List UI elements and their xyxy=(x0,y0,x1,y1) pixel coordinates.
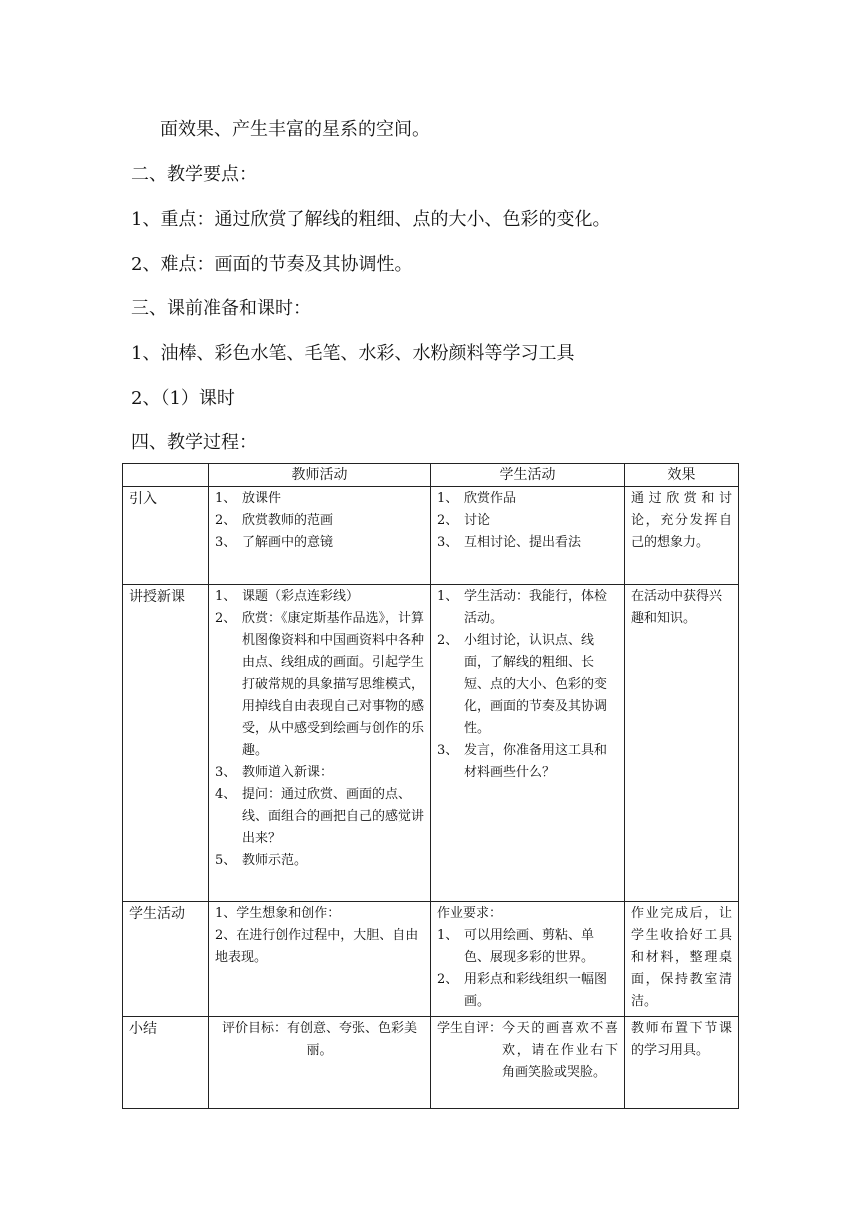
stage-cell: 引入 xyxy=(123,487,209,585)
class-hours-text: 2、（1）课时 xyxy=(131,388,235,409)
list-item: 1、 欣赏作品 xyxy=(437,491,517,506)
section-heading-preparation: 三、课前准备和课时： xyxy=(131,298,311,319)
effect-cell: 作业完成后，让学生收拾好工具和材料，整理桌面，保持教室清洁。 xyxy=(625,902,739,1017)
continuation-text: 面效果、产生丰富的星系的空间。 xyxy=(160,119,430,140)
teacher-line: 1、学生想象和创作： xyxy=(215,906,341,921)
teacher-line: 2、在进行创作过程中，大胆、自由地表现。 xyxy=(215,928,419,965)
effect-cell: 通过欣赏和讨论，充分发挥自己的想象力。 xyxy=(625,487,739,585)
table-row xyxy=(123,585,739,902)
student-activity-cell xyxy=(431,585,625,902)
teacher-activity-cell xyxy=(209,487,431,585)
lesson-plan-table xyxy=(122,463,739,1109)
key-point-text: 1、重点：通过欣赏了解线的粗细、点的大小、色彩的变化。 xyxy=(131,209,611,230)
list-item: 1、 学生活动：我能行，体检活动。 xyxy=(437,589,608,626)
header-teacher-activity: 教师活动 xyxy=(209,464,431,487)
header-student-activity: 学生活动 xyxy=(431,464,625,487)
list-item: 3、 发言，你准备用这工具和材料画些什么？ xyxy=(437,743,608,780)
header-effect: 效果 xyxy=(625,464,739,487)
homework-label: 作业要求： xyxy=(437,906,503,921)
list-item: 2、 用彩点和彩线组织一幅图画。 xyxy=(437,972,608,1009)
section-heading-key-points: 二、教学要点： xyxy=(131,164,257,185)
table-row xyxy=(123,487,739,585)
self-evaluation-label: 学生自评： xyxy=(437,1021,503,1036)
effect-cell: 教师布置下节课的学习用具。 xyxy=(625,1017,739,1109)
teacher-activity-cell xyxy=(209,902,431,1017)
effect-cell: 在活动中获得兴趣和知识。 xyxy=(625,585,739,902)
list-item: 3、 互相讨论、提出看法 xyxy=(437,535,582,550)
teacher-activity-cell: 评价目标：有创意、夸张、色彩美丽。 xyxy=(209,1017,431,1109)
list-item: 1、 放课件 xyxy=(215,491,282,506)
list-item: 1、 课题（彩点连彩线） xyxy=(215,589,360,604)
header-blank xyxy=(123,464,209,487)
section-heading-process: 四、教学过程： xyxy=(131,432,257,453)
difficult-point-text: 2、难点：画面的节奏及其协调性。 xyxy=(131,254,413,275)
stage-cell: 学生活动 xyxy=(123,902,209,1017)
list-item: 3、 教师道入新课： xyxy=(215,765,334,780)
list-item: 2、 欣赏：《康定斯基作品选》，计算机图像资料和中国画资料中各种由点、线组成的画面。引起学生打破常规的具象描写思维模式，用掉线自由表现自己对事物的感受，从中感受到绘画与创作的乐趣。 xyxy=(215,611,425,758)
student-activity-cell xyxy=(431,902,625,1017)
stage-cell: 小结 xyxy=(123,1017,209,1109)
table-row xyxy=(123,1017,739,1109)
list-item: 4、 提问：通过欣赏、画面的点、线、面组合的画把自己的感觉讲出来？ xyxy=(215,787,425,846)
student-activity-cell xyxy=(431,487,625,585)
table-header-row xyxy=(123,464,739,487)
list-item: 2、 小组讨论，认识点、线面，了解线的粗细、长短、点的大小、色彩的变化，画面的节奏及其协调性。 xyxy=(437,633,608,736)
list-item: 5、 教师示范。 xyxy=(215,853,308,868)
list-item: 3、 了解画中的意镜 xyxy=(215,535,334,550)
list-item: 2、 讨论 xyxy=(437,513,491,528)
teacher-activity-cell xyxy=(209,585,431,902)
self-evaluation-text: 今天的画喜欢不喜欢，请在作业右下角画笑脸或哭脸。 xyxy=(502,1021,618,1080)
materials-text: 1、油棒、彩色水笔、毛笔、水彩、水粉颜料等学习工具 xyxy=(131,343,575,364)
list-item: 2、 欣赏教师的范画 xyxy=(215,513,334,528)
list-item: 1、 可以用绘画、剪粘、单色、展现多彩的世界。 xyxy=(437,928,595,965)
stage-cell: 讲授新课 xyxy=(123,585,209,902)
table-row xyxy=(123,902,739,1017)
student-activity-cell xyxy=(431,1017,625,1109)
